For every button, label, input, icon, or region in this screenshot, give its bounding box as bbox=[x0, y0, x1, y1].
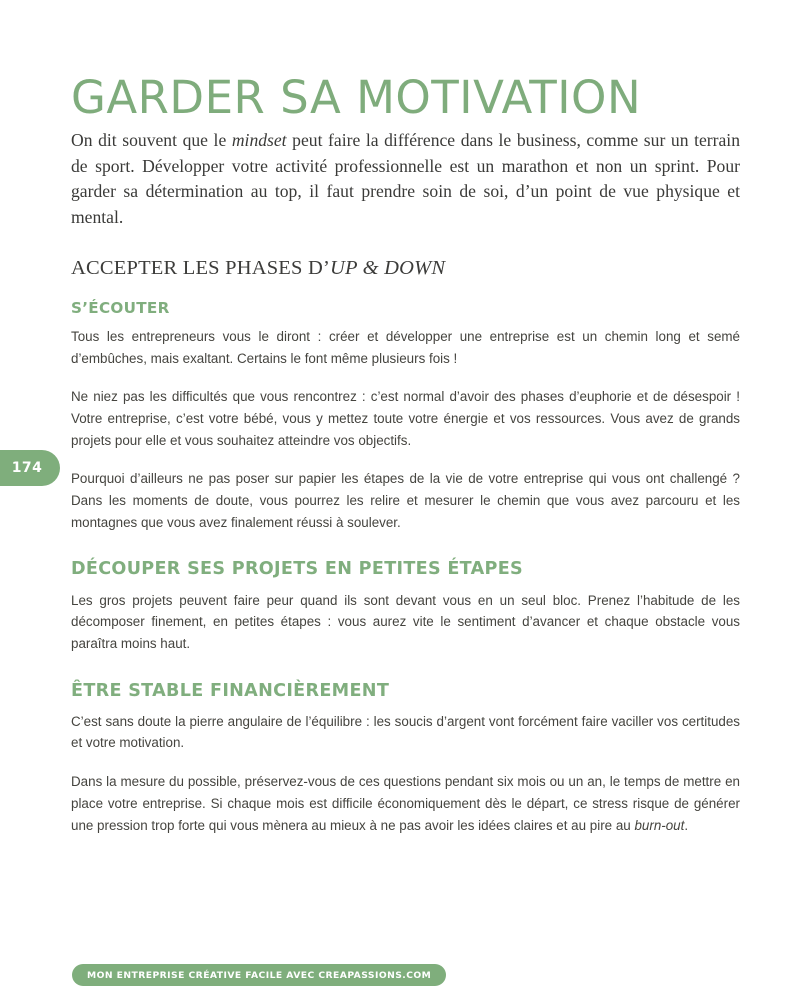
content-column bbox=[71, 128, 740, 836]
subsection-heading-decouper: DÉCOUPER SES PROJETS EN PETITES ÉTAPES bbox=[71, 559, 524, 580]
intro-italic-term: mindset bbox=[231, 130, 287, 150]
section-heading bbox=[71, 256, 740, 281]
final-italic-term: burn-out bbox=[634, 817, 685, 833]
paragraph: Tous les entrepreneurs vous le diront : créer et développer une entreprise est un chemin long et semé d’embûches, mais exaltant. Certains le font même plusieurs fois ! bbox=[71, 328, 740, 366]
paragraph: C’est sans doute la pierre angulaire de l’équilibre : les soucis d’argent vont forcément faire vaciller vos certitudes et votre motivation. bbox=[71, 713, 740, 751]
section-heading-plain: ACCEPTER LES PHASES D’ bbox=[71, 257, 330, 279]
paragraph: Pourquoi d’ailleurs ne pas poser sur papier les étapes de la vie de votre entreprise qui vous ont challengé ? Dans les moments de doute, vous pourrez les relire et mesurer le chemin que vous avez parcouru et les montagnes que vous avez finalement réussi à soulever. bbox=[71, 471, 740, 530]
subsection-heading-ecouter: S’ÉCOUTER bbox=[71, 298, 170, 317]
section-heading-italic: UP & DOWN bbox=[329, 257, 446, 279]
footer-badge: MON ENTREPRISE CRÉATIVE FACILE AVEC CREAPASSIONS.COM bbox=[72, 964, 446, 986]
intro-text-part1: On dit souvent que le bbox=[71, 130, 232, 150]
intro-text-part2: peut faire la différence dans le business, comme sur un terrain de sport. Développer votre activité professionnelle est un marathon et non un sprint. Pour garder sa détermination au top, il faut prendre soin de soi, d’un point de vue physique et mental. bbox=[71, 130, 740, 227]
final-paragraph bbox=[71, 771, 740, 836]
intro-paragraph bbox=[71, 128, 740, 230]
page-number-badge: 174 bbox=[0, 450, 60, 486]
paragraph: Les gros projets peuvent faire peur quand ils sont devant vous en un seul bloc. Prenez l’habitude de les décomposer finement, en petites étapes : vous aurez vite le sentiment d’avancer et chaque obstacle vous paraîtra moins haut. bbox=[71, 592, 740, 651]
subsection-heading-stable: ÊTRE STABLE FINANCIÈREMENT bbox=[71, 680, 390, 701]
final-text-part1: Dans la mesure du possible, préservez-vous de ces questions pendant six mois ou un an, le temps de mettre en place votre entreprise. Si chaque mois est difficile économiquement dès le départ, ce stress risque de générer une pression trop forte qui vous mènera au mieux à ne pas avoir les idées claires et au pire au bbox=[71, 774, 740, 833]
page-title: GARDER SA MOTIVATION bbox=[71, 71, 642, 125]
final-text-part2: . bbox=[684, 817, 689, 833]
paragraph: Ne niez pas les difficultés que vous rencontrez : c’est normal d’avoir des phases d’euphorie et de désespoir ! Votre entreprise, c’est votre bébé, vous y mettez toute votre énergie et vos ressources. Vous avez de grands projets pour elle et vous souhaitez atteindre vos objectifs. bbox=[71, 389, 740, 448]
